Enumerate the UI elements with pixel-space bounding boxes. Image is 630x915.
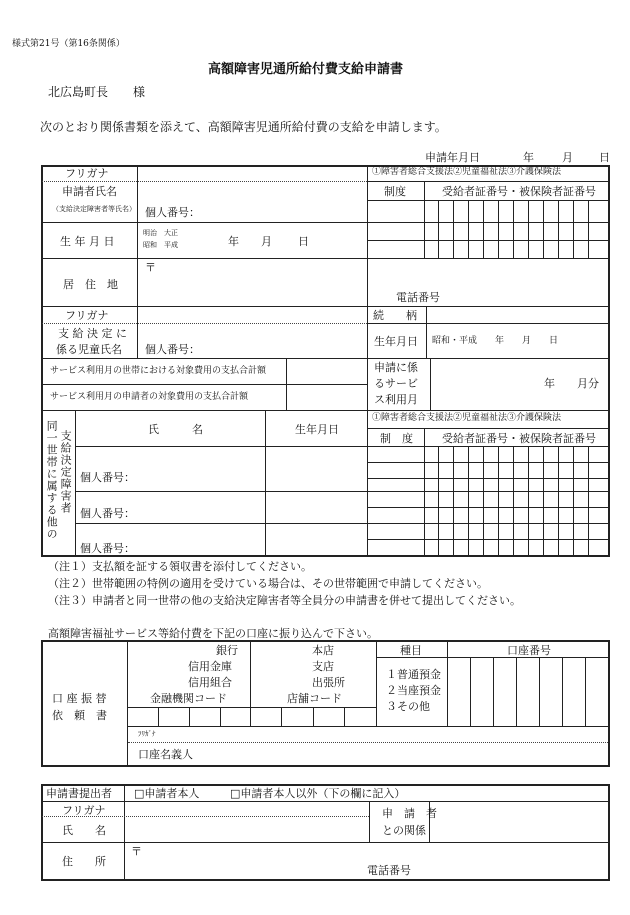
service-month-label-1: 申請に係 bbox=[374, 361, 418, 374]
relation-label: 続 柄 bbox=[373, 309, 417, 322]
child-furigana-label: フリガナ bbox=[65, 309, 109, 322]
applicant-name-label: 申請者氏名 bbox=[62, 185, 117, 198]
submitter-name-label: 氏 名 bbox=[62, 824, 106, 837]
branch-type-1: 本店 bbox=[312, 644, 334, 657]
postal-mark: 〒 bbox=[145, 261, 156, 274]
applicant-name-sub: （支給決定障害者等氏名） bbox=[52, 205, 136, 213]
birth-month: 月 bbox=[261, 235, 272, 248]
addressee-sama: 様 bbox=[133, 85, 146, 99]
bank-type-1: 銀行 bbox=[216, 644, 238, 657]
law-header: ①障害者総合支援法②児童福祉法③介護保険法 bbox=[372, 167, 562, 177]
service-month-label-3: ス利用月 bbox=[374, 393, 418, 406]
member-law-header: ①障害者総合支援法②児童福祉法③介護保険法 bbox=[372, 413, 562, 423]
date-month-label: 月 bbox=[562, 151, 573, 164]
relation-to-applicant-1: 申 請 者 bbox=[382, 807, 437, 820]
system-label: 制度 bbox=[384, 185, 406, 198]
bank-intro: 高額障害福祉サービス等給付費を下記の口座に振り込んで下さい。 bbox=[48, 627, 378, 640]
submitter-phone-label: 電話番号 bbox=[367, 864, 411, 877]
address-label: 居 住 地 bbox=[63, 278, 118, 291]
submitter-option-other[interactable]: □申請者本人以外（下の欄に記入） bbox=[230, 787, 406, 800]
bank-type-2: 信用金庫 bbox=[188, 660, 232, 673]
bank-type-3: 信用組合 bbox=[188, 676, 232, 689]
member-birth-col: 生年月日 bbox=[295, 423, 339, 436]
bank-section-label-1: 口 座 振 替 bbox=[52, 692, 107, 705]
addressee-mayor: 北広島町長 bbox=[48, 85, 109, 99]
birth-year: 年 bbox=[228, 235, 239, 248]
date-label: 申請年月日 bbox=[425, 151, 480, 164]
era-line1: 明治 大正 bbox=[143, 229, 178, 237]
branch-type-3: 出張所 bbox=[312, 676, 345, 689]
child-name-label-1: 支 給 決 定 に bbox=[58, 327, 127, 340]
branch-type-2: 支店 bbox=[312, 660, 334, 673]
applicant-personal-no: 個人番号： bbox=[145, 206, 200, 219]
submitter-option-self[interactable]: □申請者本人 bbox=[134, 787, 200, 800]
child-birth-label: 生年月日 bbox=[374, 335, 418, 348]
member-cert-no-label: 受給者証番号・被保険者証番号 bbox=[442, 432, 596, 445]
account-no-label: 口座番号 bbox=[507, 644, 551, 657]
member-system-label: 制 度 bbox=[380, 432, 413, 445]
child-name-label-2: 係る児童氏名 bbox=[56, 343, 122, 356]
account-type-opt-3: ３その他 bbox=[386, 700, 430, 713]
member-2-personal-no: 個人番号： bbox=[80, 507, 135, 520]
cert-no-label: 受給者証番号・被保険者証番号 bbox=[442, 185, 596, 198]
phone-label: 電話番号 bbox=[396, 291, 440, 304]
birth-day: 日 bbox=[298, 235, 309, 248]
household-total-label: サービス利用月の世帯における対象費用の支払合計額 bbox=[50, 366, 267, 376]
date-year-label: 年 bbox=[523, 151, 534, 164]
submitter-address-label: 住 所 bbox=[62, 855, 106, 868]
account-type-label: 種目 bbox=[400, 644, 422, 657]
furigana-label: フリガナ bbox=[65, 167, 109, 180]
intro-text: 次のとおり関係書類を添えて、高額障害児通所給付費の支給を申請します。 bbox=[40, 120, 447, 134]
submitter-furigana-label: フリガナ bbox=[62, 804, 106, 817]
household-side-label-2: 支給決定障害者 bbox=[59, 430, 73, 514]
member-3-personal-no: 個人番号： bbox=[80, 542, 135, 555]
bank-section-label-2: 依 頼 書 bbox=[52, 709, 107, 722]
child-birth-value: 昭和・平成 年 月 日 bbox=[432, 336, 559, 346]
account-type-opt-2: ２当座預金 bbox=[386, 684, 441, 697]
service-month-value: 年 月分 bbox=[544, 377, 599, 390]
account-type-opt-1: １普通預金 bbox=[386, 668, 441, 681]
date-day-label: 日 bbox=[599, 151, 610, 164]
form-number: 様式第21号（第16条関係） bbox=[12, 39, 125, 49]
member-1-personal-no: 個人番号： bbox=[80, 471, 135, 484]
branch-code-label: 店舗コード bbox=[287, 692, 342, 705]
applicant-total-label: サービス利用月の申請者の対象費用の支払合計額 bbox=[50, 392, 249, 402]
era-line2: 昭和 平成 bbox=[143, 241, 178, 249]
form-title: 高額障害児通所給付費支給申請書 bbox=[208, 62, 404, 77]
note-2: （注２）世帯範囲の特例の適用を受けている場合は、その世帯範囲で申請してください。 bbox=[48, 577, 488, 590]
household-side-label: 同一世帯に属する他の bbox=[45, 420, 59, 540]
member-name-col: 氏 名 bbox=[148, 423, 203, 436]
child-personal-no: 個人番号： bbox=[145, 343, 200, 356]
birth-label: 生 年 月 日 bbox=[60, 235, 115, 248]
note-3: （注３）申請者と同一世帯の他の支給決定障害者等全員分の申請書を併せて提出してください。 bbox=[48, 594, 521, 607]
holder-furigana-label: ﾌﾘｶﾞﾅ bbox=[138, 730, 156, 738]
bank-code-label: 金融機関コード bbox=[150, 692, 227, 705]
note-1: （注１）支払額を証する領収書を添付してください。 bbox=[48, 560, 312, 573]
submitter-postal-mark: 〒 bbox=[131, 845, 142, 858]
relation-to-applicant-2: との関係 bbox=[382, 824, 426, 837]
service-month-label-2: るサービ bbox=[374, 377, 418, 390]
submitter-label: 申請書提出者 bbox=[46, 787, 112, 800]
holder-label: 口座名義人 bbox=[138, 748, 193, 761]
